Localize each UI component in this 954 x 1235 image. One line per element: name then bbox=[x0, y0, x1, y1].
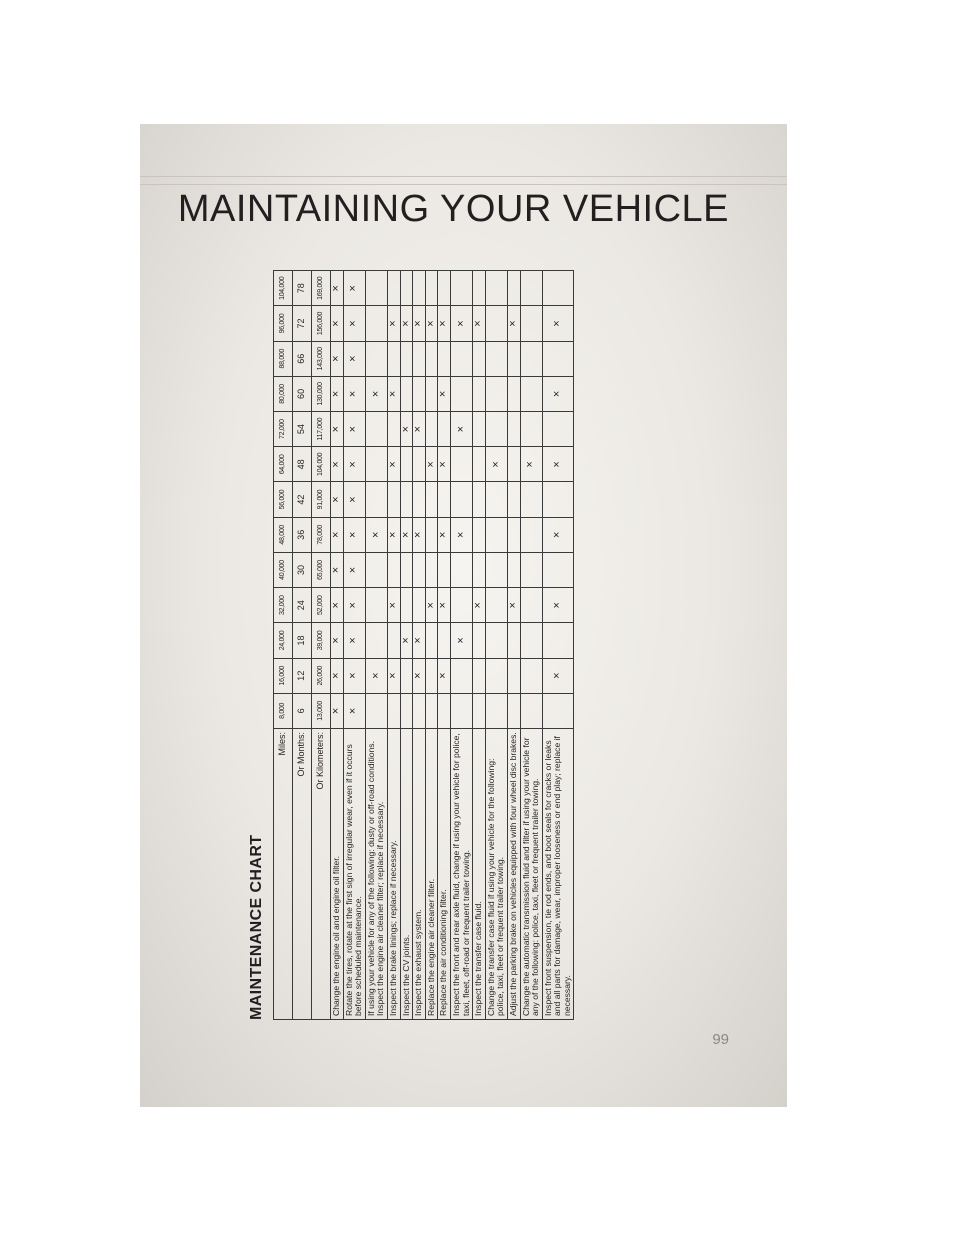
empty-cell bbox=[485, 693, 507, 728]
table-row bbox=[343, 271, 365, 1020]
empty-cell bbox=[520, 552, 542, 587]
empty-cell bbox=[473, 623, 486, 658]
empty-cell bbox=[425, 482, 438, 517]
empty-cell bbox=[425, 376, 438, 411]
service-mark: × bbox=[425, 447, 438, 482]
empty-cell bbox=[425, 341, 438, 376]
service-mark: × bbox=[400, 517, 413, 552]
empty-cell bbox=[400, 693, 413, 728]
service-mark: × bbox=[387, 517, 400, 552]
empty-cell bbox=[413, 376, 426, 411]
service-mark: × bbox=[331, 376, 344, 411]
empty-cell bbox=[485, 588, 507, 623]
service-mark: × bbox=[438, 376, 451, 411]
header-cell-miles: 80,000 bbox=[274, 376, 293, 411]
service-mark: × bbox=[387, 447, 400, 482]
empty-cell bbox=[387, 482, 400, 517]
empty-cell bbox=[450, 376, 472, 411]
empty-cell bbox=[413, 482, 426, 517]
empty-cell bbox=[473, 341, 486, 376]
task-description: Replace the air conditioning filter. bbox=[438, 729, 451, 1020]
empty-cell bbox=[473, 658, 486, 693]
header-cell-months: 78 bbox=[293, 271, 312, 306]
service-mark: × bbox=[413, 623, 426, 658]
empty-cell bbox=[438, 623, 451, 658]
empty-cell bbox=[473, 376, 486, 411]
task-description: Change the automatic transmission fluid and filter if using your vehicle for any of the following: police, taxi, fleet or frequent trailer towing. bbox=[520, 729, 542, 1020]
empty-cell bbox=[507, 271, 520, 306]
empty-cell bbox=[413, 552, 426, 587]
table-row bbox=[387, 271, 400, 1020]
empty-cell bbox=[542, 341, 574, 376]
header-cell-months: 54 bbox=[293, 412, 312, 447]
empty-cell bbox=[450, 658, 472, 693]
empty-cell bbox=[413, 447, 426, 482]
empty-cell bbox=[387, 412, 400, 447]
service-mark: × bbox=[438, 658, 451, 693]
header-cell-months: 30 bbox=[293, 552, 312, 587]
task-description: Inspect the front and rear axle fluid, change if using your vehicle for police, taxi, fleet, off-road or frequent trailer towing. bbox=[450, 729, 472, 1020]
header-cell-kilometers: 104,000 bbox=[312, 447, 331, 482]
header-cell-miles: 32,000 bbox=[274, 588, 293, 623]
empty-cell bbox=[473, 552, 486, 587]
service-mark: × bbox=[343, 376, 365, 411]
header-cell-months: 72 bbox=[293, 306, 312, 341]
header-cell-months: 12 bbox=[293, 658, 312, 693]
table-row bbox=[473, 271, 486, 1020]
rotated-chart bbox=[248, 271, 740, 1020]
service-mark: × bbox=[485, 447, 507, 482]
empty-cell bbox=[520, 376, 542, 411]
empty-cell bbox=[400, 447, 413, 482]
header-cell-miles: 48,000 bbox=[274, 517, 293, 552]
service-mark: × bbox=[413, 658, 426, 693]
service-mark: × bbox=[365, 658, 387, 693]
header-cell-miles: 72,000 bbox=[274, 412, 293, 447]
empty-cell bbox=[507, 623, 520, 658]
header-cell-kilometers: 130,000 bbox=[312, 376, 331, 411]
task-description: If using your vehicle for any of the following: dusty or off-road conditions. Inspect the engine air cleaner filter; replace if necessary. bbox=[365, 729, 387, 1020]
task-description: Inspect the CV joints. bbox=[400, 729, 413, 1020]
table-row bbox=[485, 271, 507, 1020]
service-mark: × bbox=[331, 447, 344, 482]
empty-cell bbox=[438, 552, 451, 587]
empty-cell bbox=[365, 412, 387, 447]
section-heading: MAINTENANCE CHART bbox=[248, 834, 265, 1020]
service-mark: × bbox=[400, 412, 413, 447]
empty-cell bbox=[507, 517, 520, 552]
empty-cell bbox=[425, 693, 438, 728]
service-mark: × bbox=[507, 588, 520, 623]
table-row bbox=[520, 271, 542, 1020]
empty-cell bbox=[485, 517, 507, 552]
empty-cell bbox=[365, 271, 387, 306]
table-row bbox=[438, 271, 451, 1020]
empty-cell bbox=[413, 588, 426, 623]
task-description: Inspect the exhaust system. bbox=[413, 729, 426, 1020]
empty-cell bbox=[473, 447, 486, 482]
service-mark: × bbox=[343, 552, 365, 587]
empty-cell bbox=[520, 271, 542, 306]
empty-cell bbox=[507, 482, 520, 517]
page-title: MAINTAINING YOUR VEHICLE bbox=[177, 188, 729, 230]
header-cell-miles: 56,000 bbox=[274, 482, 293, 517]
service-mark: × bbox=[343, 271, 365, 306]
empty-cell bbox=[542, 693, 574, 728]
empty-cell bbox=[485, 482, 507, 517]
table-row bbox=[400, 271, 413, 1020]
empty-cell bbox=[520, 693, 542, 728]
task-description: Change the transfer case fluid if using your vehicle for the following: police, taxi, fleet or frequent trailer towing. bbox=[485, 729, 507, 1020]
table-row bbox=[365, 271, 387, 1020]
empty-cell bbox=[507, 658, 520, 693]
table-row bbox=[425, 271, 438, 1020]
service-mark: × bbox=[343, 412, 365, 447]
table-row bbox=[507, 271, 520, 1020]
table-row bbox=[413, 271, 426, 1020]
header-label-months: Or Months: bbox=[293, 729, 312, 1020]
service-mark: × bbox=[542, 376, 574, 411]
empty-cell bbox=[365, 588, 387, 623]
empty-cell bbox=[387, 552, 400, 587]
empty-cell bbox=[485, 658, 507, 693]
empty-cell bbox=[400, 552, 413, 587]
header-cell-months: 36 bbox=[293, 517, 312, 552]
service-mark: × bbox=[520, 447, 542, 482]
empty-cell bbox=[365, 447, 387, 482]
empty-cell bbox=[520, 623, 542, 658]
service-mark: × bbox=[343, 306, 365, 341]
service-mark: × bbox=[331, 623, 344, 658]
empty-cell bbox=[438, 412, 451, 447]
task-description: Inspect the transfer case fluid. bbox=[473, 729, 486, 1020]
empty-cell bbox=[450, 341, 472, 376]
empty-cell bbox=[400, 341, 413, 376]
empty-cell bbox=[365, 306, 387, 341]
maintenance-chart-table bbox=[273, 270, 574, 1020]
header-cell-miles: 88,000 bbox=[274, 341, 293, 376]
service-mark: × bbox=[343, 517, 365, 552]
header-cell-kilometers: 78,000 bbox=[312, 517, 331, 552]
empty-cell bbox=[520, 517, 542, 552]
task-description: Inspect the brake linings; replace if necessary. bbox=[387, 729, 400, 1020]
header-cell-months: 42 bbox=[293, 482, 312, 517]
empty-cell bbox=[365, 623, 387, 658]
task-description: Inspect front suspension, tie rod ends, and boot seals for cracks or leaks and all parts for damage, wear, improper looseness or end play; replace if necessary. bbox=[542, 729, 574, 1020]
service-mark: × bbox=[542, 588, 574, 623]
empty-cell bbox=[387, 693, 400, 728]
empty-cell bbox=[450, 588, 472, 623]
service-mark: × bbox=[331, 693, 344, 728]
task-description: Change the engine oil and engine oil filter. bbox=[331, 729, 344, 1020]
empty-cell bbox=[520, 588, 542, 623]
empty-cell bbox=[425, 658, 438, 693]
empty-cell bbox=[542, 271, 574, 306]
empty-cell bbox=[485, 552, 507, 587]
empty-cell bbox=[485, 271, 507, 306]
table-row bbox=[450, 271, 472, 1020]
empty-cell bbox=[425, 623, 438, 658]
empty-cell bbox=[507, 447, 520, 482]
empty-cell bbox=[507, 341, 520, 376]
header-cell-months: 48 bbox=[293, 447, 312, 482]
service-mark: × bbox=[542, 517, 574, 552]
service-mark: × bbox=[425, 588, 438, 623]
header-rule-top bbox=[140, 176, 787, 177]
service-mark: × bbox=[331, 412, 344, 447]
header-cell-kilometers: 26,000 bbox=[312, 658, 331, 693]
header-cell-kilometers: 91,000 bbox=[312, 482, 331, 517]
service-mark: × bbox=[413, 306, 426, 341]
service-mark: × bbox=[343, 693, 365, 728]
empty-cell bbox=[542, 412, 574, 447]
manual-page bbox=[140, 124, 787, 1107]
empty-cell bbox=[365, 552, 387, 587]
service-mark: × bbox=[413, 412, 426, 447]
header-cell-kilometers: 117,000 bbox=[312, 412, 331, 447]
service-mark: × bbox=[387, 306, 400, 341]
header-cell-kilometers: 156,000 bbox=[312, 306, 331, 341]
service-mark: × bbox=[450, 623, 472, 658]
header-label-kilometers: Or Kilometers: bbox=[312, 729, 331, 1020]
task-description: Adjust the parking brake on vehicles equipped with four wheel disc brakes. bbox=[507, 729, 520, 1020]
empty-cell bbox=[542, 482, 574, 517]
table-row bbox=[331, 271, 344, 1020]
service-mark: × bbox=[365, 517, 387, 552]
empty-cell bbox=[542, 623, 574, 658]
header-cell-months: 6 bbox=[293, 693, 312, 728]
service-mark: × bbox=[542, 658, 574, 693]
empty-cell bbox=[365, 341, 387, 376]
empty-cell bbox=[387, 623, 400, 658]
empty-cell bbox=[387, 341, 400, 376]
header-cell-miles: 24,000 bbox=[274, 623, 293, 658]
empty-cell bbox=[485, 376, 507, 411]
task-description: Rotate the tires, rotate at the first sign of irregular wear, even if it occurs before scheduled maintenance. bbox=[343, 729, 365, 1020]
header-row-kilometers bbox=[312, 271, 331, 1020]
service-mark: × bbox=[343, 341, 365, 376]
header-cell-miles: 96,000 bbox=[274, 306, 293, 341]
empty-cell bbox=[413, 341, 426, 376]
empty-cell bbox=[425, 517, 438, 552]
empty-cell bbox=[400, 588, 413, 623]
empty-cell bbox=[400, 271, 413, 306]
service-mark: × bbox=[331, 271, 344, 306]
empty-cell bbox=[507, 376, 520, 411]
header-cell-kilometers: 169,000 bbox=[312, 271, 331, 306]
header-row-miles bbox=[274, 271, 293, 1020]
service-mark: × bbox=[387, 658, 400, 693]
empty-cell bbox=[450, 271, 472, 306]
header-cell-months: 60 bbox=[293, 376, 312, 411]
service-mark: × bbox=[343, 588, 365, 623]
service-mark: × bbox=[331, 482, 344, 517]
empty-cell bbox=[438, 693, 451, 728]
service-mark: × bbox=[331, 306, 344, 341]
header-rule-bottom bbox=[140, 184, 787, 185]
empty-cell bbox=[450, 482, 472, 517]
empty-cell bbox=[400, 482, 413, 517]
service-mark: × bbox=[438, 588, 451, 623]
service-mark: × bbox=[400, 306, 413, 341]
empty-cell bbox=[485, 306, 507, 341]
service-mark: × bbox=[438, 517, 451, 552]
service-mark: × bbox=[387, 376, 400, 411]
header-cell-kilometers: 143,000 bbox=[312, 341, 331, 376]
empty-cell bbox=[520, 658, 542, 693]
service-mark: × bbox=[331, 517, 344, 552]
header-cell-kilometers: 52,000 bbox=[312, 588, 331, 623]
empty-cell bbox=[450, 693, 472, 728]
page-number: 99 bbox=[712, 1031, 729, 1048]
empty-cell bbox=[365, 693, 387, 728]
service-mark: × bbox=[331, 552, 344, 587]
service-mark: × bbox=[413, 517, 426, 552]
empty-cell bbox=[520, 341, 542, 376]
header-cell-miles: 8,000 bbox=[274, 693, 293, 728]
empty-cell bbox=[542, 552, 574, 587]
header-cell-kilometers: 39,000 bbox=[312, 623, 331, 658]
service-mark: × bbox=[343, 623, 365, 658]
empty-cell bbox=[450, 447, 472, 482]
empty-cell bbox=[438, 271, 451, 306]
empty-cell bbox=[473, 482, 486, 517]
header-cell-kilometers: 13,000 bbox=[312, 693, 331, 728]
service-mark: × bbox=[343, 482, 365, 517]
service-mark: × bbox=[331, 658, 344, 693]
empty-cell bbox=[520, 482, 542, 517]
service-mark: × bbox=[542, 306, 574, 341]
service-mark: × bbox=[450, 306, 472, 341]
service-mark: × bbox=[438, 306, 451, 341]
header-cell-miles: 64,000 bbox=[274, 447, 293, 482]
empty-cell bbox=[473, 412, 486, 447]
empty-cell bbox=[473, 693, 486, 728]
header-row-months bbox=[293, 271, 312, 1020]
service-mark: × bbox=[400, 623, 413, 658]
service-mark: × bbox=[343, 447, 365, 482]
empty-cell bbox=[425, 412, 438, 447]
empty-cell bbox=[438, 341, 451, 376]
service-mark: × bbox=[507, 306, 520, 341]
empty-cell bbox=[507, 552, 520, 587]
empty-cell bbox=[450, 552, 472, 587]
empty-cell bbox=[400, 658, 413, 693]
empty-cell bbox=[400, 376, 413, 411]
service-mark: × bbox=[438, 447, 451, 482]
header-cell-months: 24 bbox=[293, 588, 312, 623]
empty-cell bbox=[413, 271, 426, 306]
service-mark: × bbox=[473, 306, 486, 341]
empty-cell bbox=[507, 693, 520, 728]
empty-cell bbox=[507, 412, 520, 447]
service-mark: × bbox=[425, 306, 438, 341]
empty-cell bbox=[413, 693, 426, 728]
table-row bbox=[542, 271, 574, 1020]
empty-cell bbox=[520, 412, 542, 447]
header-label-miles: Miles: bbox=[274, 729, 293, 1020]
empty-cell bbox=[473, 517, 486, 552]
header-cell-kilometers: 65,000 bbox=[312, 552, 331, 587]
service-mark: × bbox=[331, 588, 344, 623]
service-mark: × bbox=[365, 376, 387, 411]
empty-cell bbox=[365, 482, 387, 517]
empty-cell bbox=[485, 412, 507, 447]
chart-area bbox=[248, 271, 740, 1020]
service-mark: × bbox=[542, 447, 574, 482]
empty-cell bbox=[387, 271, 400, 306]
service-mark: × bbox=[473, 588, 486, 623]
empty-cell bbox=[485, 341, 507, 376]
header-cell-months: 66 bbox=[293, 341, 312, 376]
empty-cell bbox=[425, 271, 438, 306]
empty-cell bbox=[485, 623, 507, 658]
empty-cell bbox=[520, 306, 542, 341]
empty-cell bbox=[425, 552, 438, 587]
header-cell-miles: 40,000 bbox=[274, 552, 293, 587]
empty-cell bbox=[473, 271, 486, 306]
header-cell-miles: 104,000 bbox=[274, 271, 293, 306]
task-description: Replace the engine air cleaner filter. bbox=[425, 729, 438, 1020]
service-mark: × bbox=[331, 341, 344, 376]
service-mark: × bbox=[450, 517, 472, 552]
service-mark: × bbox=[450, 412, 472, 447]
empty-cell bbox=[438, 482, 451, 517]
service-mark: × bbox=[387, 588, 400, 623]
header-cell-months: 18 bbox=[293, 623, 312, 658]
service-mark: × bbox=[343, 658, 365, 693]
header-cell-miles: 16,000 bbox=[274, 658, 293, 693]
